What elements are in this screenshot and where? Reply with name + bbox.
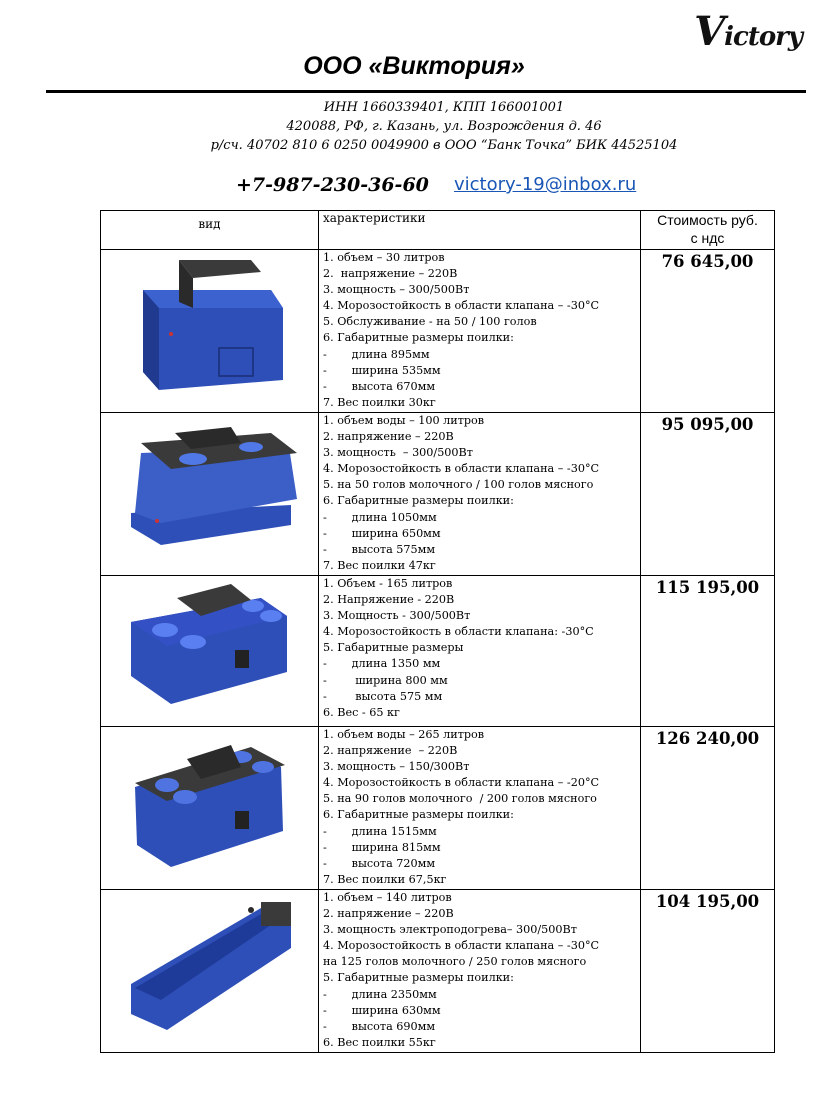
characteristic-line: - высота 575мм [323,542,436,556]
characteristic-line: 1. объем воды – 100 литров [323,414,485,427]
header-view: вид [101,211,319,250]
characteristic-line: 4. Морозостойкость в области клапана – -30°С [323,299,600,313]
characteristic-line: 2. Напряжение - 220В [323,593,455,607]
characteristic-line: 3. Мощность - 300/500Вт [323,609,471,623]
characteristic-line: 7. Вес поилки 67,5кг [323,872,447,886]
company-name: ООО «Виктория» [303,52,525,80]
characteristic-line: - ширина 630мм [323,1003,441,1017]
characteristic-line: 6. Вес поилки 55кг [323,1035,436,1049]
characteristic-line: 5. Габаритные размеры поилки: [323,971,514,985]
characteristic-line: 6. Габаритные размеры поилки: [323,331,514,345]
characteristic-line: 6. Вес - 65 кг [323,705,400,719]
header-divider [46,90,806,93]
water-trough-165l-image [101,576,319,727]
water-trough-100l-image [101,413,319,576]
characteristic-line: 2. напряжение – 220В [323,744,458,758]
price-table [100,210,775,1053]
water-trough-140l-image [101,890,319,1053]
characteristic-line: 2. напряжение – 220В [323,430,454,444]
table-row [101,413,775,576]
table-header-row [101,211,775,250]
characteristic-line: 4. Морозостойкость в области клапана: -30°С [323,625,594,639]
email-link[interactable]: victory-19@inbox.ru [454,174,637,195]
price-cell: 104 195,00 [641,890,775,1053]
characteristic-line: - ширина 650мм [323,526,441,540]
characteristic-line: 4. Морозостойкость в области клапана – -30°С [323,462,600,476]
characteristic-line: - ширина 535мм [323,363,441,377]
characteristic-line: 1. Объем - 165 литров [323,577,453,590]
characteristic-line: - высота 720мм [323,856,436,870]
characteristic-line: - ширина 815мм [323,840,441,854]
characteristics-cell [319,890,641,1053]
price-cell: 126 240,00 [641,727,775,890]
inn-line: ИНН 1660339401, КПП 166001001 [323,100,565,115]
characteristic-line: 5. на 50 голов молочного / 100 голов мясного [323,478,594,492]
table-row [101,576,775,727]
characteristic-line: на 125 голов молочного / 250 голов мясного [323,955,587,969]
characteristic-line: 3. мощность электроподогрева– 300/500Вт [323,923,577,937]
characteristic-line: 3. мощность – 300/500Вт [323,446,473,460]
characteristic-line: 4. Морозостойкость в области клапана – -20°С [323,776,600,790]
characteristic-line: - длина 2350мм [323,987,437,1001]
address-line: 420088, РФ, г. Казань, ул. Возрождения д. 46 [286,119,602,134]
characteristic-line: 6. Габаритные размеры поилки: [323,494,514,508]
characteristic-line: - ширина 800 мм [323,673,448,687]
table-row [101,890,775,1053]
water-trough-265l-image [101,727,319,890]
characteristic-line: 6. Габаритные размеры поилки: [323,808,514,822]
characteristic-line: 5. Обслуживание - на 50 / 100 голов [323,315,537,329]
table-row [101,727,775,890]
characteristic-line: 3. мощность – 150/300Вт [323,760,470,774]
company-requisites [0,98,828,155]
characteristic-line: 7. Вес поилки 47кг [323,558,436,572]
characteristics-cell [319,727,641,890]
characteristic-line: 2. напряжение – 220В [323,267,458,281]
characteristics-cell [319,576,641,727]
phone-number[interactable]: +7-987-230-36-60 [236,174,429,196]
price-cell: 95 095,00 [641,413,775,576]
characteristic-line: 1. объем – 140 литров [323,891,452,904]
table-row [101,250,775,413]
characteristic-line: 4. Морозостойкость в области клапана – -30°С [323,939,600,953]
characteristic-line: - высота 670мм [323,379,436,393]
characteristic-line: 1. объем воды – 265 литров [323,728,485,741]
characteristics-cell [319,413,641,576]
price-cell: 115 195,00 [641,576,775,727]
water-trough-30l-image [101,250,319,413]
characteristics-cell [319,250,641,413]
contacts [236,174,637,196]
characteristic-line: - длина 1050мм [323,510,437,524]
characteristic-line: 7. Вес поилки 30кг [323,395,436,409]
victory-logo: Victory [694,8,802,55]
bank-line: р/сч. 40702 810 6 0250 0049900 в ООО “Банк Точка” БИК 44525104 [210,138,678,153]
characteristic-line: - длина 1515мм [323,824,437,838]
header-characteristics: характеристики [319,211,641,250]
characteristic-line: - длина 895мм [323,347,430,361]
characteristic-line: - длина 1350 мм [323,657,441,671]
characteristic-line: 2. напряжение – 220В [323,907,454,921]
price-cell: 76 645,00 [641,250,775,413]
characteristic-line: - высота 575 мм [323,689,443,703]
characteristic-line: - высота 690мм [323,1019,436,1033]
characteristic-line: 1. объем – 30 литров [323,251,445,264]
characteristic-line: 5. Габаритные размеры [323,641,464,655]
header-price: Стоимость руб. с ндс [641,211,775,250]
characteristic-line: 3. мощность – 300/500Вт [323,283,470,297]
characteristic-line: 5. на 90 голов молочного / 200 голов мясного [323,792,597,806]
